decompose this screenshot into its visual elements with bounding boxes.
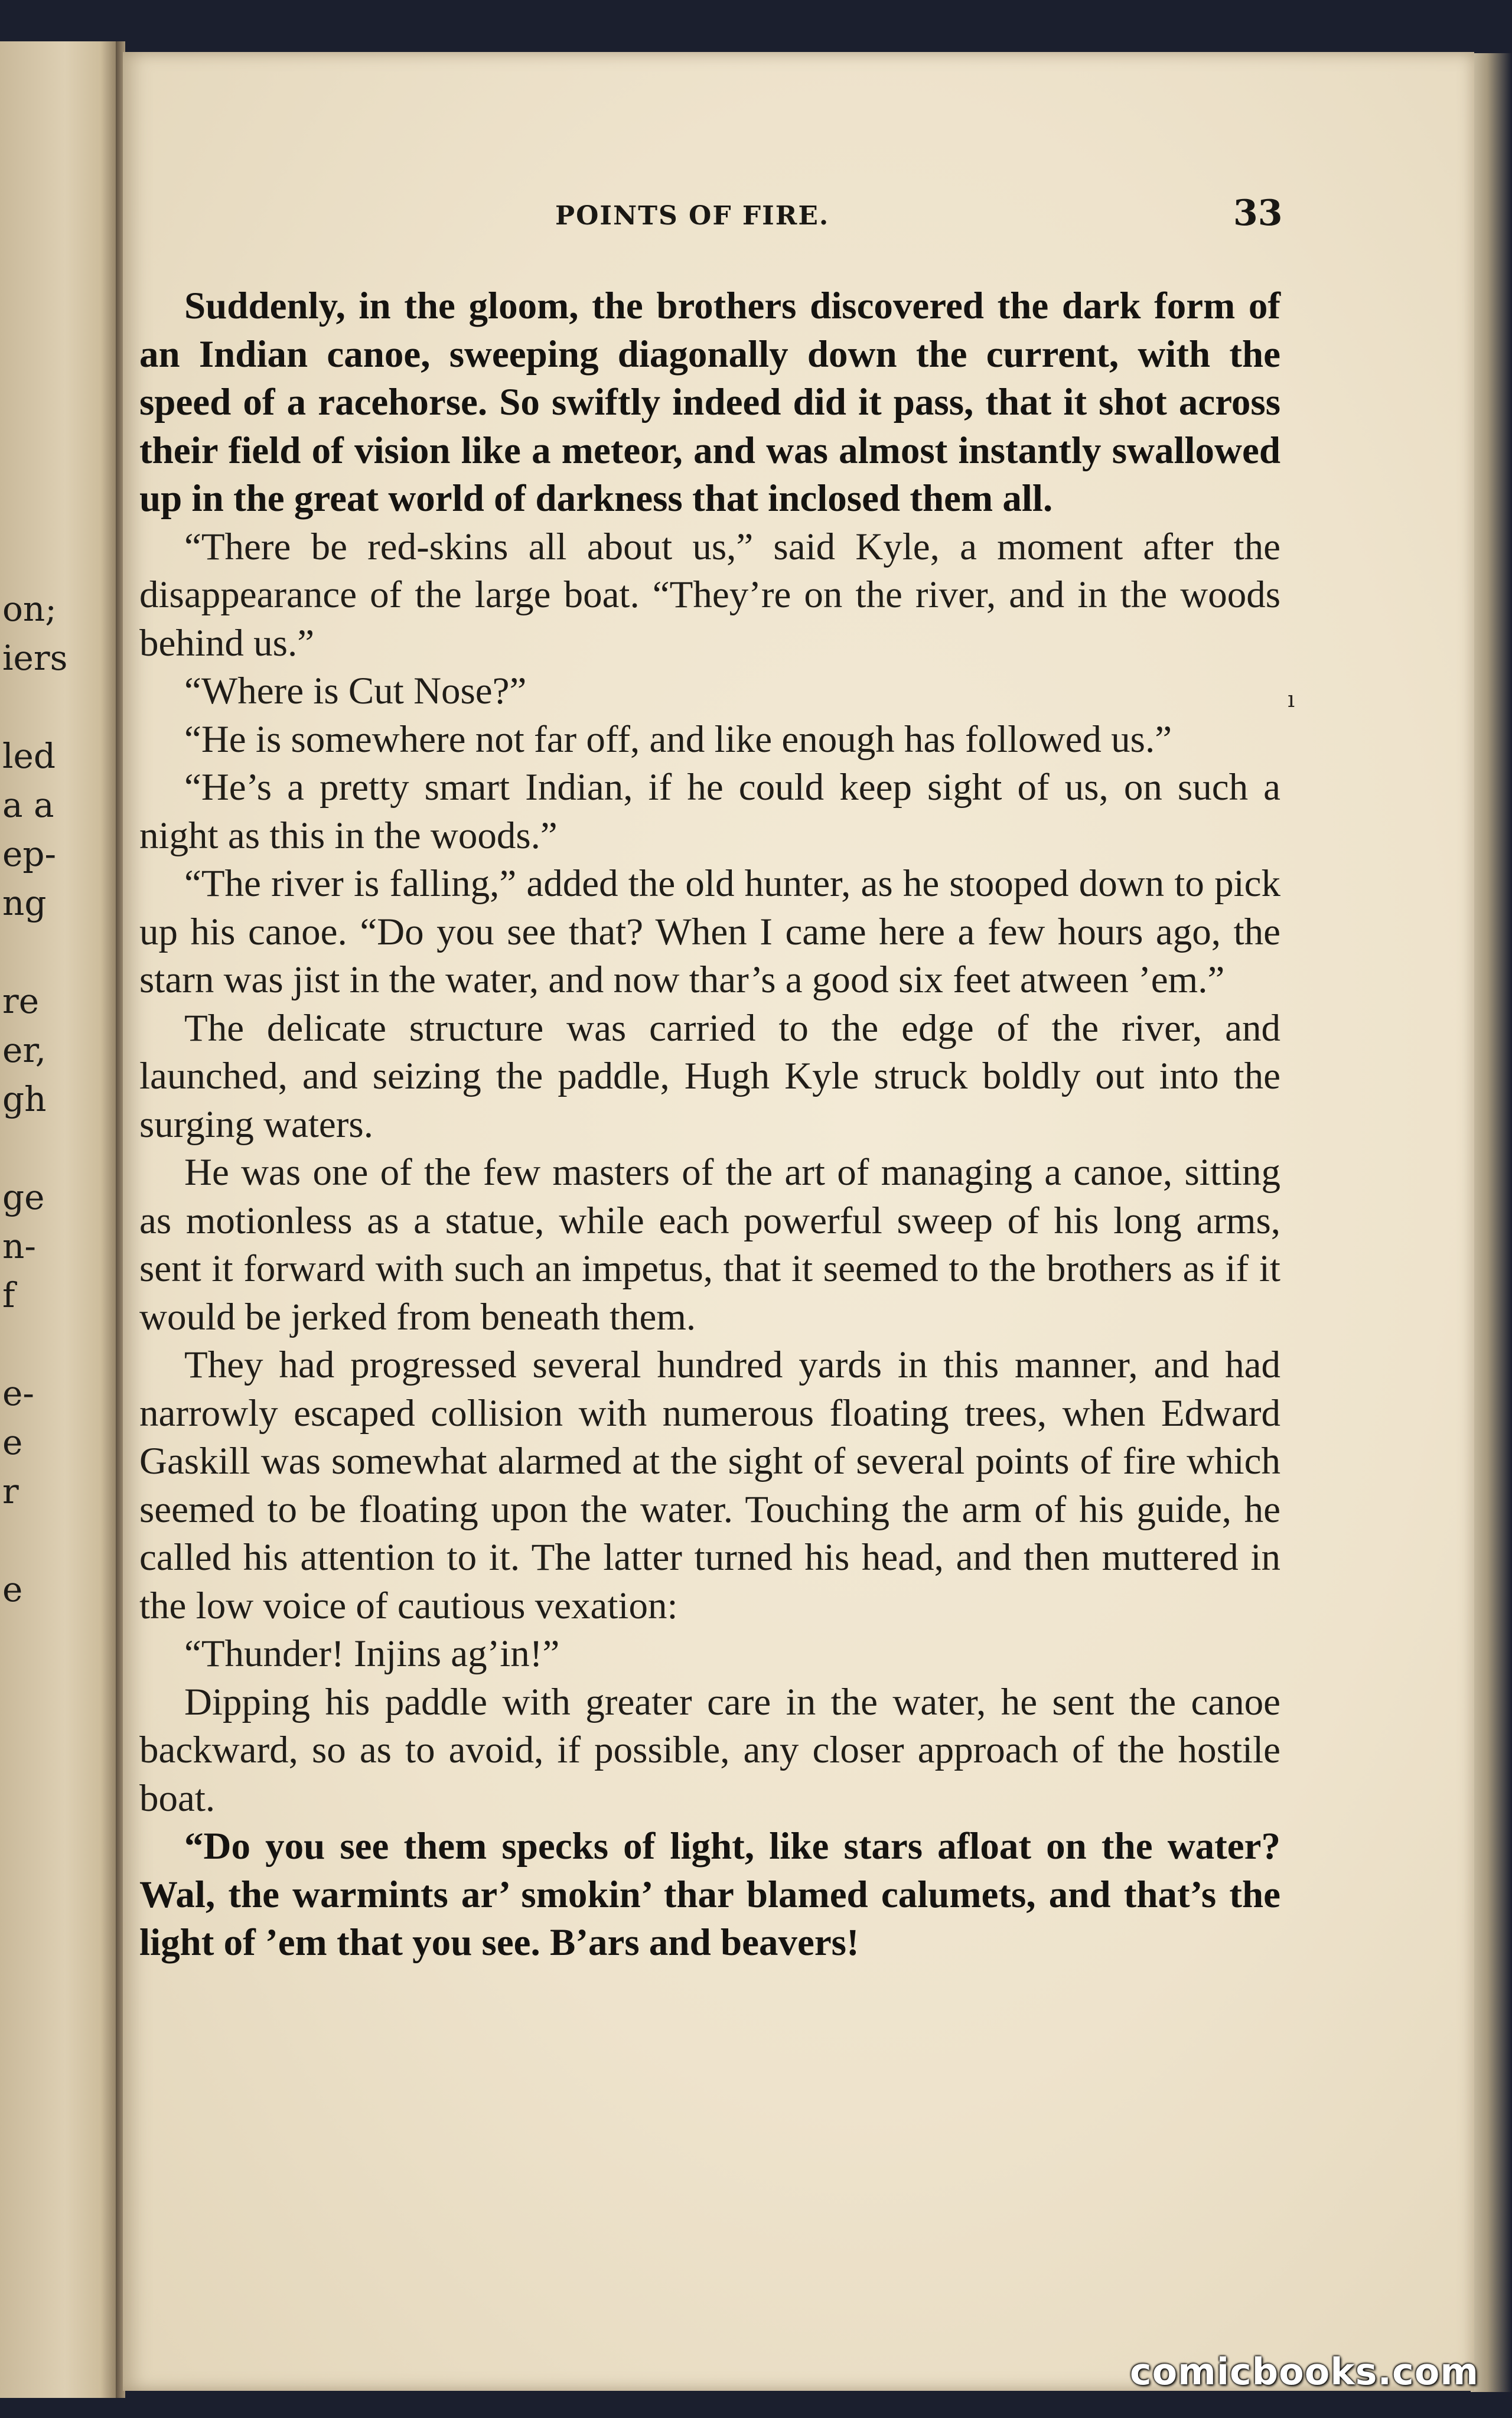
left-fragment [0, 1320, 89, 1369]
left-fragment [0, 1124, 89, 1173]
left-fragment [0, 683, 89, 732]
left-fragment: re [2, 981, 40, 1021]
site-watermark[interactable]: comicbooks.com [1129, 2350, 1479, 2393]
left-fragment: er, [2, 1030, 47, 1070]
left-fragment: ng [2, 883, 47, 923]
stray-ink-mark: ı [1288, 686, 1295, 712]
paragraph: He was one of the few masters of the art of managing a canoe, sitting as motionless as a statue, while each powerful sweep of his long arms, sent it forward with such an impetus, that it seemed to the brothers as if it would be jerked from beneath them. [139, 1151, 1280, 1338]
paragraph: Dipping his paddle with greater care in the water, he sent the canoe backward, so as to avoid, if possible, any closer approach of the hostile boat. [139, 1680, 1280, 1820]
left-page-edge [0, 41, 118, 2398]
left-fragment: a a [2, 785, 54, 825]
paragraph: “The river is falling,” added the old hunter, as he stooped down to pick up his canoe. “Do you see that? When I came here a few hours ago, the starn was jist in the water, and now thar’s a good six feet atween ’em.” [139, 862, 1280, 1001]
left-fragment: r [2, 1471, 19, 1511]
page-body [139, 282, 1280, 1967]
paragraph: They had progressed several hundred yards in this manner, and had narrowly escaped collision with numerous floating trees, when Edward Gaskill was somewhat alarmed at the sight of several points of fire which seemed to be floating upon the water. Touching the arm of his guide, he called his attention to it. The latter turned his head, and then muttered in the low voice of cautious vexation: [139, 1344, 1280, 1627]
left-fragment: on; [2, 589, 57, 629]
paragraph: “He is somewhere not far off, and like enough has followed us.” [184, 718, 1172, 761]
left-fragment: gh [2, 1079, 47, 1119]
right-page-edge [1471, 53, 1512, 2392]
left-fragment: e [2, 1422, 23, 1462]
left-fragment: ep- [2, 834, 57, 874]
paragraph: Suddenly, in the gloom, the brothers discovered the dark form of an Indian canoe, sweeping diagonally down the current, with the speed of a racehorse. So swiftly indeed did it pass, that it shot across their field of vision like a meteor, and was almost instantly swallowed up in the great world of darkness that inclosed them all. [139, 285, 1280, 520]
left-fragment: n- [2, 1226, 36, 1266]
paragraph: The delicate structure was carried to the edge of the river, and launched, and seizing the paddle, Hugh Kyle struck boldly out into the surging waters. [139, 1006, 1280, 1146]
left-fragment: ge [2, 1177, 45, 1217]
page-number: 33 [1233, 193, 1283, 234]
paragraph: “Thunder! Injins ag’in!” [184, 1632, 560, 1675]
left-fragment [0, 928, 89, 977]
left-fragment: f [2, 1275, 15, 1315]
left-fragment: e- [2, 1373, 34, 1413]
paragraph: “There be red-skins all about us,” said Kyle, a moment after the disappearance of the large boat. “They’re on the river, and in the woods behind us.” [139, 525, 1280, 664]
left-fragment: iers [2, 638, 68, 678]
paragraph: “Where is Cut Nose?” [184, 670, 527, 712]
left-fragment: e [2, 1569, 23, 1609]
running-head: POINTS OF FIRE. [555, 201, 830, 231]
left-fragment: led [2, 736, 56, 776]
paragraph: “Do you see them specks of light, like stars afloat on the water? Wal, the warmints ar’ smokin’ thar blamed calumets, and that’s the light of ’em that you see. B’ars and beavers! [139, 1825, 1280, 1964]
left-page-text-fragments [0, 585, 89, 1614]
paragraph: “He’s a pretty smart Indian, if he could keep sight of us, on such a night as this in the woods.” [139, 766, 1280, 857]
left-fragment [0, 1516, 89, 1565]
